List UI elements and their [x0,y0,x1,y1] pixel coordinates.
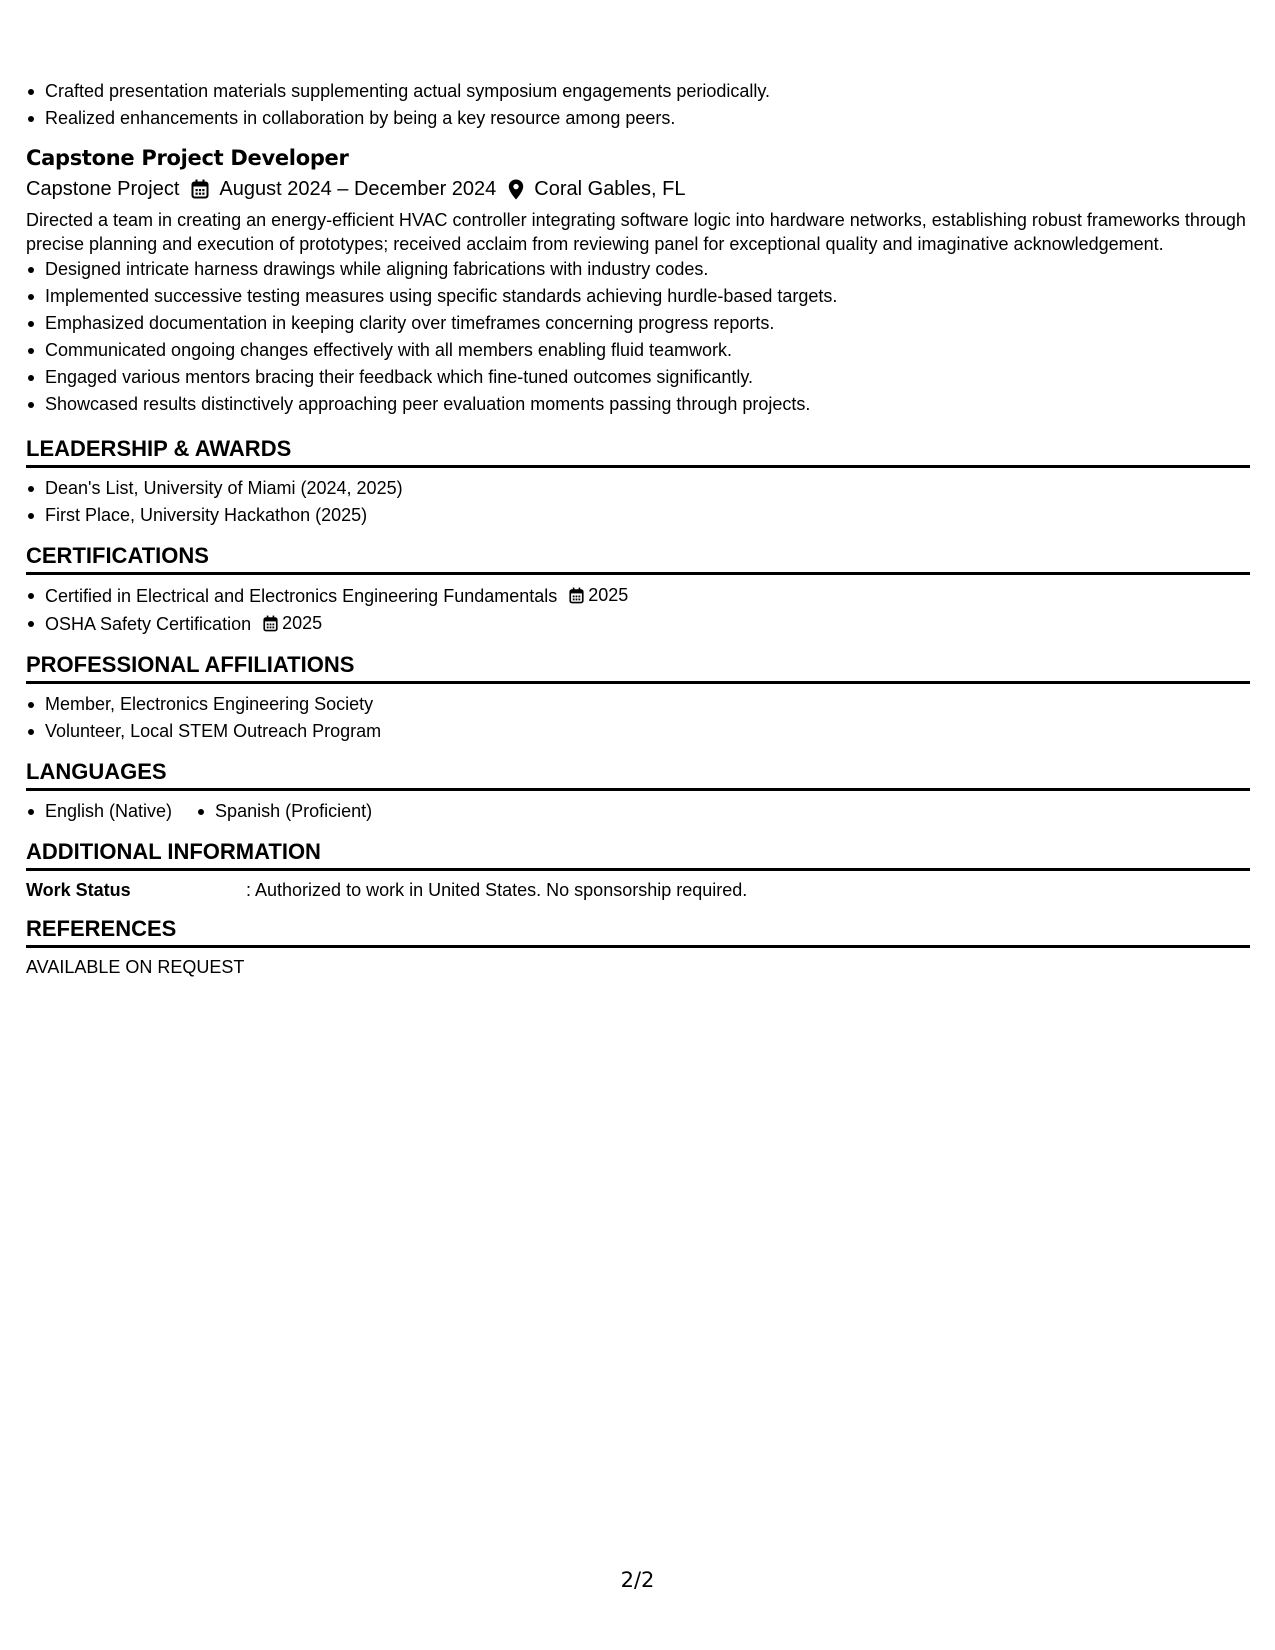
section-title-affiliations: PROFESSIONAL AFFILIATIONS [26,652,1250,684]
job-dates: August 2024 – December 2024 [219,178,497,200]
list-item: Showcased results distinctively approaching peer evaluation moments passing through projects. [26,391,1250,418]
certification-year: 2025 [282,613,323,633]
calendar-icon [569,587,584,604]
list-item: Emphasized documentation in keeping clarity over timeframes concerning progress reports. [26,310,1250,337]
list-item [26,582,1250,610]
resume-page [26,78,1250,979]
certification-date [569,582,628,609]
calendar-icon [191,179,209,199]
section-title-references: REFERENCES [26,916,1250,948]
job-organization: Capstone Project [26,178,180,200]
list-item: Engaged various mentors bracing their feedback which fine-tuned outcomes significantly. [26,364,1250,391]
job-title: Capstone Project Developer [26,146,349,170]
section-title-certifications: CERTIFICATIONS [26,543,1250,575]
section-title-languages: LANGUAGES [26,759,1250,791]
certification-name: OSHA Safety Certification [45,614,252,634]
leadership-list [26,475,1250,529]
section-title-additional-information: ADDITIONAL INFORMATION [26,839,1250,871]
references-text: AVAILABLE ON REQUEST [26,957,245,977]
affiliations-list [26,691,1250,745]
list-item: Member, Electronics Engineering Society [26,691,1250,718]
list-item: Volunteer, Local STEM Outreach Program [26,718,1250,745]
previous-job-bullets [26,78,1250,132]
languages-list [26,798,1250,825]
certifications-list [26,582,1250,638]
calendar-icon [263,615,278,632]
work-status-value: : Authorized to work in United States. No sponsorship required. [246,880,748,900]
certification-year: 2025 [588,585,629,605]
page-number: 2/2 [620,1568,655,1592]
list-item: Crafted presentation materials supplementing actual symposium engagements periodically. [26,78,1250,105]
job-location: Coral Gables, FL [534,178,686,200]
section-title-leadership: LEADERSHIP & AWARDS [26,436,1250,468]
capstone-bullets [26,256,1250,418]
job-meta [26,174,1250,204]
list-item: Communicated ongoing changes effectively with all members enabling fluid teamwork. [26,337,1250,364]
list-item: English (Native) [26,798,172,825]
list-item: Designed intricate harness drawings while aligning fabrications with industry codes. [26,256,1250,283]
list-item: First Place, University Hackathon (2025) [26,502,1250,529]
list-item [26,610,1250,638]
list-item: Spanish (Proficient) [196,798,372,825]
list-item: Realized enhancements in collaboration by being a key resource among peers. [26,105,1250,132]
certification-name: Certified in Electrical and Electronics Engineering Fundamentals [45,586,558,606]
work-status-row [26,878,1250,902]
list-item: Implemented successive testing measures using specific standards achieving hurdle-based targets. [26,283,1250,310]
work-status-label: Work Status [26,880,131,900]
job-description: Directed a team in creating an energy-efficient HVAC controller integrating software logic into hardware networks, establishing robust frameworks through precise planning and execution of prototypes; received acclaim from reviewing panel for exceptional quality and imaginative acknowledgement. [26,210,1246,254]
map-pin-icon [508,179,524,200]
list-item: Dean's List, University of Miami (2024, 2025) [26,475,1250,502]
certification-date [263,610,322,637]
